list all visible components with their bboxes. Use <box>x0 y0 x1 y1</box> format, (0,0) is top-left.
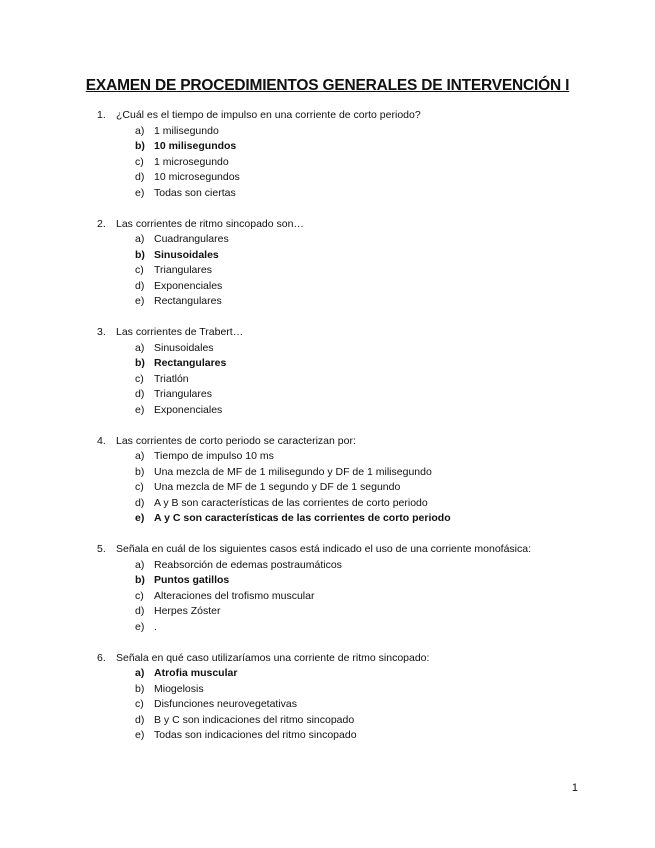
option-text: Reabsorción de edemas postraumáticos <box>154 558 342 571</box>
option-item <box>97 279 637 295</box>
option-text: Triatlón <box>154 372 189 385</box>
option-item <box>97 387 637 403</box>
option-text: Una mezcla de MF de 1 milisegundo y DF de 1 milisegundo <box>154 465 432 478</box>
option-item <box>97 589 637 605</box>
option-item <box>97 697 637 713</box>
page-title: EXAMEN DE PROCEDIMIENTOS GENERALES DE INTERVENCIÓN I <box>85 77 570 94</box>
question-number: 1. <box>97 109 106 121</box>
option-letter: e) <box>135 403 145 416</box>
option-text: Cuadrangulares <box>154 233 229 245</box>
option-item <box>97 682 637 698</box>
option-item <box>97 170 637 186</box>
option-item-correct <box>97 248 637 264</box>
option-item-correct <box>97 511 637 527</box>
option-text: 10 microsegundos <box>154 171 240 183</box>
option-item <box>97 558 637 574</box>
option-letter: d) <box>135 171 145 183</box>
option-letter: d) <box>135 605 145 617</box>
option-text: Exponenciales <box>154 403 223 416</box>
option-text: Todas son ciertas <box>154 186 236 199</box>
option-letter: b) <box>135 682 145 695</box>
option-text: Atrofia muscular <box>154 667 238 679</box>
option-item <box>97 372 637 388</box>
question-statement: Señala en qué caso utilizaríamos una corriente de ritmo sincopado: <box>116 651 430 664</box>
option-letter: e) <box>135 186 145 199</box>
option-item <box>97 465 637 481</box>
option-letter: a) <box>135 667 145 679</box>
option-text: . <box>154 620 157 633</box>
option-letter: d) <box>135 279 145 292</box>
option-letter: c) <box>135 264 144 276</box>
question-number: 2. <box>97 217 106 230</box>
question-item <box>97 217 637 310</box>
option-text: Rectangulares <box>154 357 227 369</box>
question-list <box>97 108 637 759</box>
option-list <box>97 666 637 744</box>
question-statement: ¿Cuál es el tiempo de impulso en una corriente de corto periodo? <box>116 109 421 121</box>
option-list <box>97 558 637 636</box>
option-letter: e) <box>135 729 145 741</box>
option-item-correct <box>97 356 637 372</box>
option-letter: b) <box>135 357 145 369</box>
option-text: 1 milisegundo <box>154 124 219 137</box>
option-item-correct <box>97 573 637 589</box>
question-text <box>97 542 637 558</box>
option-letter: a) <box>135 341 145 354</box>
option-text: Rectangulares <box>154 295 222 307</box>
question-item <box>97 542 637 635</box>
option-text: B y C son indicaciones del ritmo sincopado <box>154 713 355 726</box>
question-item <box>97 651 637 744</box>
option-letter: b) <box>135 574 145 586</box>
option-text: Todas son indicaciones del ritmo sincopado <box>154 729 357 741</box>
option-text: Sinusoidales <box>154 341 214 354</box>
question-number: 4. <box>97 434 106 447</box>
option-letter: d) <box>135 388 145 400</box>
question-text <box>97 217 637 233</box>
option-letter: a) <box>135 558 145 571</box>
option-text: Alteraciones del trofismo muscular <box>154 589 315 602</box>
question-number: 3. <box>97 326 106 338</box>
option-item <box>97 728 637 744</box>
option-letter: c) <box>135 155 144 168</box>
option-text: A y C son características de las corrientes de corto periodo <box>154 512 451 524</box>
option-item <box>97 403 637 419</box>
option-item <box>97 186 637 202</box>
option-item <box>97 155 637 171</box>
question-statement: Las corrientes de Trabert… <box>116 326 244 338</box>
option-text: Triangulares <box>154 388 212 400</box>
option-letter: e) <box>135 620 145 633</box>
option-text: 10 milisegundos <box>154 140 237 152</box>
question-text <box>97 434 637 450</box>
option-text: A y B son características de las corrientes de corto periodo <box>154 496 428 509</box>
option-text: Herpes Zóster <box>154 605 221 617</box>
option-item <box>97 449 637 465</box>
option-text: Exponenciales <box>154 279 223 292</box>
option-list <box>97 124 637 202</box>
question-item <box>97 108 637 201</box>
option-letter: c) <box>135 698 144 710</box>
option-letter: a) <box>135 450 145 462</box>
option-item <box>97 480 637 496</box>
option-text: Sinusoidales <box>154 248 219 261</box>
option-list <box>97 449 637 527</box>
option-letter: a) <box>135 233 145 245</box>
option-item-correct <box>97 666 637 682</box>
option-item <box>97 232 637 248</box>
page-number: 1 <box>571 782 578 794</box>
question-text <box>97 325 637 341</box>
question-statement: Señala en cuál de los siguientes casos está indicado el uso de una corriente monofásica: <box>116 543 532 555</box>
option-text: Miogelosis <box>154 682 204 695</box>
option-item <box>97 124 637 140</box>
option-text: Puntos gatillos <box>154 574 230 586</box>
option-letter: b) <box>135 140 145 152</box>
option-letter: c) <box>135 481 144 493</box>
option-text: Triangulares <box>154 264 212 276</box>
question-text <box>97 108 637 124</box>
option-item <box>97 620 637 636</box>
option-letter: e) <box>135 295 145 307</box>
option-letter: e) <box>135 512 145 524</box>
option-letter: d) <box>135 713 145 726</box>
option-item <box>97 294 637 310</box>
question-text <box>97 651 637 667</box>
option-item <box>97 496 637 512</box>
option-text: Tiempo de impulso 10 ms <box>154 450 274 462</box>
option-item <box>97 713 637 729</box>
question-item <box>97 434 637 527</box>
option-text: Una mezcla de MF de 1 segundo y DF de 1 segundo <box>154 481 401 493</box>
option-letter: a) <box>135 124 145 137</box>
option-list <box>97 232 637 310</box>
option-letter: b) <box>135 248 145 261</box>
option-item-correct <box>97 139 637 155</box>
option-letter: b) <box>135 465 145 478</box>
option-item <box>97 604 637 620</box>
option-item <box>97 263 637 279</box>
option-letter: c) <box>135 372 144 385</box>
option-letter: d) <box>135 496 145 509</box>
option-letter: c) <box>135 589 144 602</box>
question-item <box>97 325 637 418</box>
question-statement: Las corrientes de ritmo sincopado son… <box>116 217 304 230</box>
question-statement: Las corrientes de corto periodo se caracterizan por: <box>116 434 356 447</box>
option-list <box>97 341 637 419</box>
question-number: 5. <box>97 543 106 555</box>
option-text: Disfunciones neurovegetativas <box>154 698 298 710</box>
question-number: 6. <box>97 651 106 664</box>
option-text: 1 microsegundo <box>154 155 229 168</box>
option-item <box>97 341 637 357</box>
